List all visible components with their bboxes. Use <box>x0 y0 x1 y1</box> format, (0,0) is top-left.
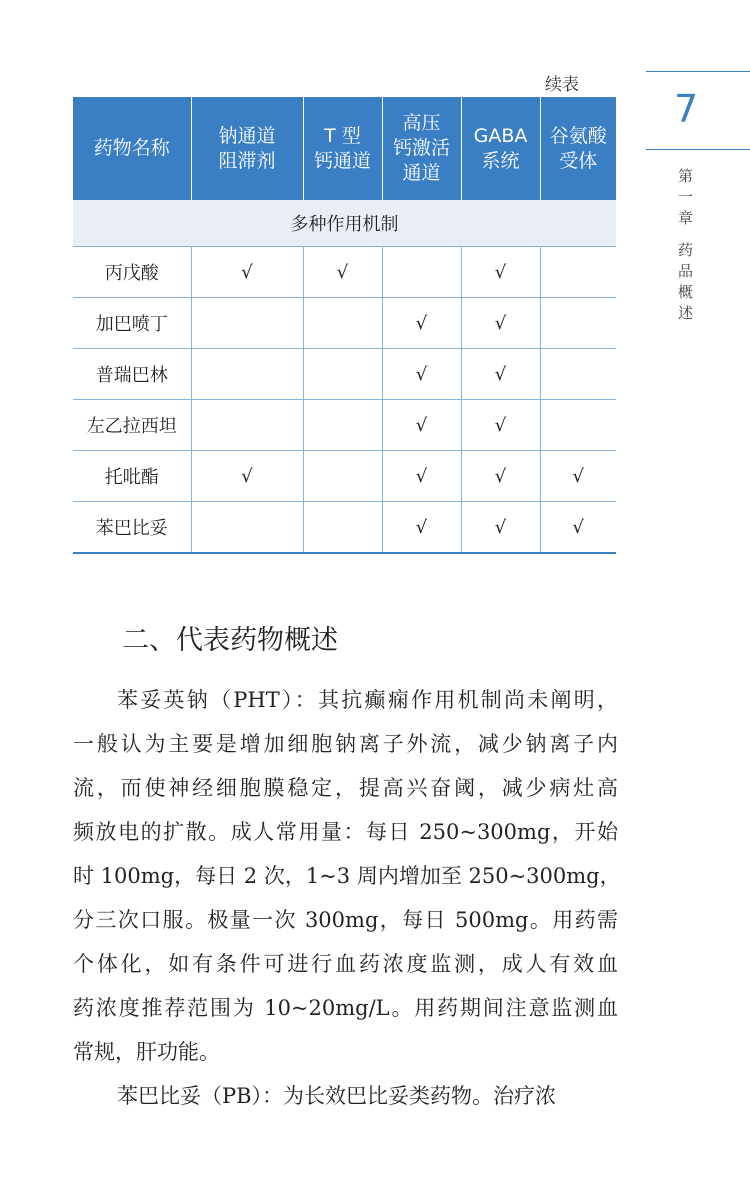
mechanism-cell <box>540 349 616 400</box>
sidebar-rule-top <box>646 71 750 72</box>
text-line: 药浓度推荐范围为 10~20mg/L。用药期间注意监测血 <box>73 996 618 1020</box>
table-row <box>73 451 616 502</box>
mechanism-cell <box>191 400 303 451</box>
drug-name-cell: 丙戊酸 <box>73 247 191 298</box>
text-line: 流，而使神经细胞膜稳定，提高兴奋阈，减少病灶高 <box>73 776 618 800</box>
header-glutamate-receptor: 谷氨酸 受体 <box>540 97 616 200</box>
drug-name-cell: 托吡酯 <box>73 451 191 502</box>
drug-name-cell: 苯巴比妥 <box>73 502 191 554</box>
mechanism-cell: √ <box>461 400 540 451</box>
header-t-type-calcium-channel: T 型 钙通道 <box>303 97 382 200</box>
mechanism-cell: √ <box>382 298 461 349</box>
drug-name-cell: 普瑞巴林 <box>73 349 191 400</box>
mechanism-cell <box>303 349 382 400</box>
table-continued-label: 续表 <box>545 75 579 95</box>
chapter-number: 7 <box>674 87 699 131</box>
mechanism-cell: √ <box>461 451 540 502</box>
chapter-title: 第一章 药品概述 <box>676 168 694 326</box>
table-row <box>73 298 616 349</box>
header-drug-name: 药物名称 <box>73 97 191 200</box>
table-row <box>73 400 616 451</box>
mechanism-cell: √ <box>382 400 461 451</box>
table-header-row <box>73 97 616 200</box>
mechanism-cell: √ <box>461 298 540 349</box>
mechanism-cell <box>191 502 303 554</box>
text-line: 个体化，如有条件可进行血药浓度监测，成人有效血 <box>73 952 618 976</box>
text-line: 一般认为主要是增加细胞钠离子外流，减少钠离子内 <box>73 732 618 756</box>
mechanism-cell: √ <box>382 502 461 554</box>
mechanism-cell <box>303 298 382 349</box>
mechanism-cell: √ <box>461 247 540 298</box>
table-row <box>73 247 616 298</box>
mechanism-cell: √ <box>382 349 461 400</box>
paragraph-phenobarbital <box>73 1074 618 1118</box>
mechanism-cell <box>191 349 303 400</box>
sidebar-rule-bottom <box>646 149 750 150</box>
table-row <box>73 502 616 554</box>
header-gaba-system: GABA 系统 <box>461 97 540 200</box>
drug-name-cell: 左乙拉西坦 <box>73 400 191 451</box>
text-line: 频放电的扩散。成人常用量：每日 250~300mg，开始 <box>73 820 618 844</box>
paragraph-phenytoin <box>73 678 621 1074</box>
mechanism-cell: √ <box>303 247 382 298</box>
mechanism-cell <box>540 298 616 349</box>
table-row <box>73 349 616 400</box>
mechanism-cell: √ <box>191 451 303 502</box>
text-line: 苯妥英钠（PHT）：其抗癫痫作用机制尚未阐明， <box>117 688 618 712</box>
text-line: 苯巴比妥（PB）：为长效巴比妥类药物。治疗浓 <box>117 1084 557 1108</box>
text-line: 时 100mg，每日 2 次，1~3 周内增加至 250~300mg， <box>73 864 621 888</box>
mechanism-cell: √ <box>382 451 461 502</box>
mechanism-cell: √ <box>461 502 540 554</box>
mechanism-cell: √ <box>540 502 616 554</box>
mechanism-cell <box>303 400 382 451</box>
mechanism-cell <box>540 247 616 298</box>
section-label: 多种作用机制 <box>73 200 616 247</box>
drug-mechanism-table <box>73 97 616 554</box>
section-heading: 二、代表药物概述 <box>122 625 338 656</box>
mechanism-cell: √ <box>191 247 303 298</box>
mechanism-cell <box>303 451 382 502</box>
mechanism-cell: √ <box>540 451 616 502</box>
text-line: 分三次口服。极量一次 300mg，每日 500mg。用药需 <box>73 908 618 932</box>
drug-name-cell: 加巴喷丁 <box>73 298 191 349</box>
mechanism-cell <box>540 400 616 451</box>
header-sodium-channel-blocker: 钠通道 阻滞剂 <box>191 97 303 200</box>
mechanism-cell <box>382 247 461 298</box>
mechanism-cell <box>303 502 382 554</box>
header-high-voltage-calcium-channel: 高压 钙激活 通道 <box>382 97 461 200</box>
mechanism-cell: √ <box>461 349 540 400</box>
text-line: 常规，肝功能。 <box>73 1040 220 1064</box>
table-section-row <box>73 200 616 247</box>
mechanism-cell <box>191 298 303 349</box>
